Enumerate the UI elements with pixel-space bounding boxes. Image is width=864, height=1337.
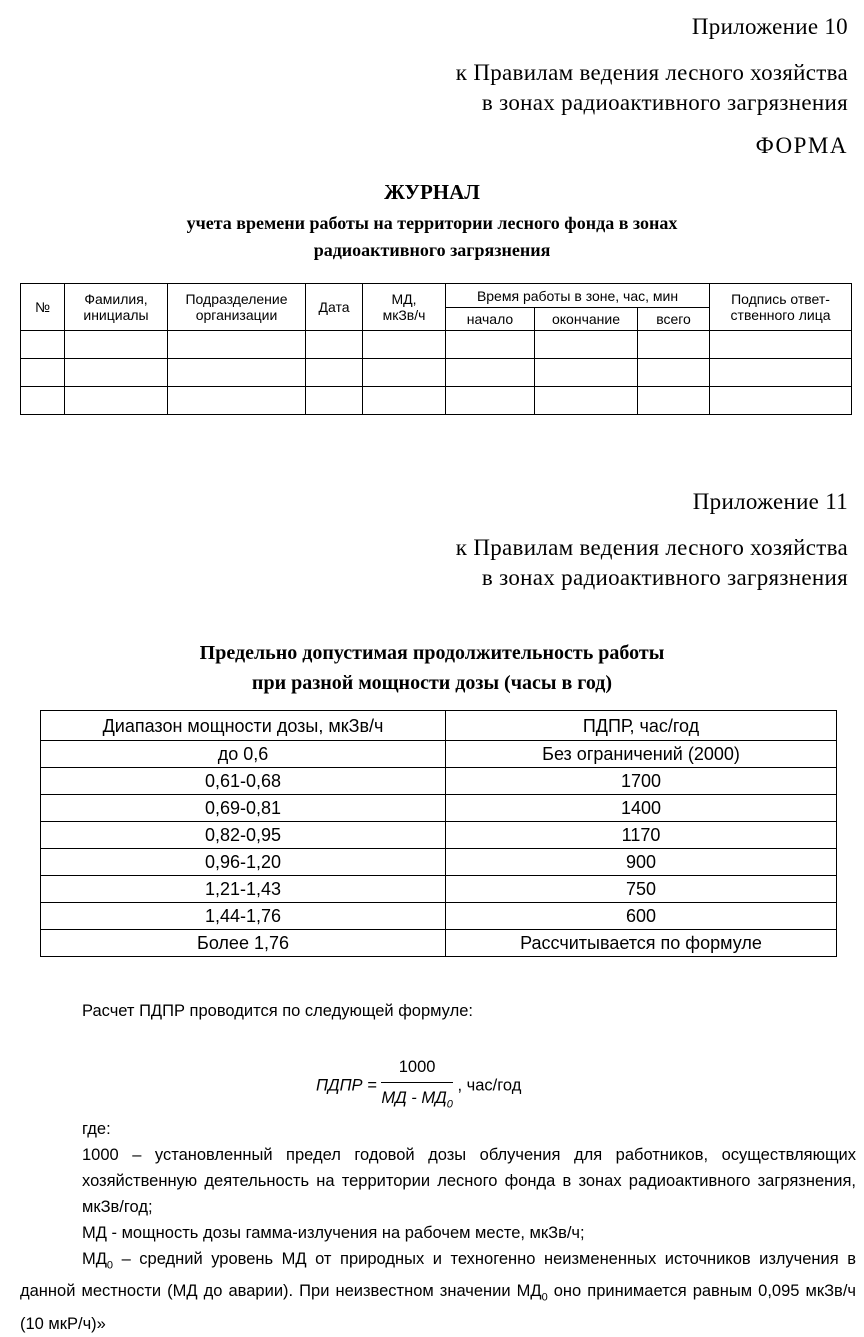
appendix11-ref-line2: в зонах радиоактивного загрязнения — [481, 565, 848, 590]
col-header-name: Фамилия, инициалы — [65, 284, 168, 331]
journal-subtitle-line1: учета времени работы на территории лесного фонда в зонах — [186, 213, 678, 233]
table-row — [41, 930, 837, 957]
col-header-date: Дата — [306, 284, 363, 331]
col-header-pdpr: ПДПР, час/год — [446, 711, 837, 741]
dose-range-cell: до 0,6 — [41, 741, 446, 768]
dose-range-cell: 1,44-1,76 — [41, 903, 446, 930]
col-header-start: начало — [446, 308, 535, 331]
definition-1000: 1000 – установленный предел годовой дозы облучения для работников, осуществляющих хозяйственную деятельность на территории лесного фонда в зонах радиоактивного загрязнения, мкЗв/год; — [82, 1146, 856, 1216]
pdpr-cell: 900 — [446, 849, 837, 876]
pdpr-cell: 1170 — [446, 822, 837, 849]
appendix11-ref-line1: к Правилам ведения лесного хозяйства — [455, 535, 848, 560]
appendix10-ref-line1: к Правилам ведения лесного хозяйства — [455, 60, 848, 85]
formula-intro: Расчет ПДПР проводится по следующей формуле: — [82, 1002, 473, 1020]
definition-md: МД - мощность дозы гамма-излучения на рабочем месте, мкЗв/ч; — [82, 1224, 585, 1242]
pdpr-cell: 750 — [446, 876, 837, 903]
appendix10-ref-line2: в зонах радиоактивного загрязнения — [481, 90, 848, 115]
pdpr-cell: 1400 — [446, 795, 837, 822]
formula-denominator: МД - $МД_0$ — [381, 1089, 453, 1111]
definition-md0: $МД_0$ – средний уровень МД от природных и техногенно неизмененных источников излучения в данной местности (МД до аварии). При неизвестном значении $МД_0$ оно принимается равным 0,095 мкЗв/ч (10 мкР/ч)» — [20, 1250, 856, 1333]
where-label: где: — [82, 1120, 111, 1138]
formula-fraction — [381, 1054, 453, 1117]
table-row — [21, 331, 852, 359]
col-header-dose-range: Диапазон мощности дозы, мкЗв/ч — [41, 711, 446, 741]
col-header-end: окончание — [535, 308, 638, 331]
pdpr-cell: Без ограничений (2000) — [446, 741, 837, 768]
table-row — [41, 795, 837, 822]
col-header-md: МД, мкЗв/ч — [363, 284, 446, 331]
pdpr-cell: 600 — [446, 903, 837, 930]
table-row — [41, 903, 837, 930]
formula — [316, 1054, 521, 1117]
table-row — [41, 849, 837, 876]
formula-lhs: ПДПР = — [316, 1076, 377, 1095]
col-header-signature: Подпись ответ- ственного лица — [710, 284, 852, 331]
pdpr-cell: Рассчитывается по формуле — [446, 930, 837, 957]
journal-table — [20, 283, 852, 415]
dose-range-cell: Более 1,76 — [41, 930, 446, 957]
limits-title-line2: при разной мощности дозы (часы в год) — [251, 672, 613, 694]
dose-range-cell: 0,69-0,81 — [41, 795, 446, 822]
limits-title-line1: Предельно допустимая продолжительность работы — [199, 642, 665, 664]
col-header-number: № — [21, 284, 65, 331]
table-row — [41, 822, 837, 849]
table-row — [41, 741, 837, 768]
form-label: ФОРМА — [755, 133, 848, 158]
dose-limits-table — [40, 710, 837, 957]
table-row — [21, 387, 852, 415]
dose-range-cell: 1,21-1,43 — [41, 876, 446, 903]
appendix10-label: Приложение 10 — [691, 14, 848, 39]
pdpr-cell: 1700 — [446, 768, 837, 795]
formula-numerator: 1000 — [381, 1054, 453, 1083]
dose-range-cell: 0,82-0,95 — [41, 822, 446, 849]
col-header-department: Подразделение организации — [168, 284, 306, 331]
formula-unit: , час/год — [457, 1076, 522, 1095]
dose-range-cell: 0,96-1,20 — [41, 849, 446, 876]
col-header-total: всего — [638, 308, 710, 331]
table-row — [21, 359, 852, 387]
appendix11-label: Приложение 11 — [692, 489, 848, 514]
table-row — [41, 876, 837, 903]
journal-subtitle-line2: радиоактивного загрязнения — [313, 240, 551, 260]
dose-range-cell: 0,61-0,68 — [41, 768, 446, 795]
table-row — [41, 768, 837, 795]
journal-title: ЖУРНАЛ — [384, 180, 480, 204]
col-header-work-time: Время работы в зоне, час, мин — [446, 284, 710, 308]
